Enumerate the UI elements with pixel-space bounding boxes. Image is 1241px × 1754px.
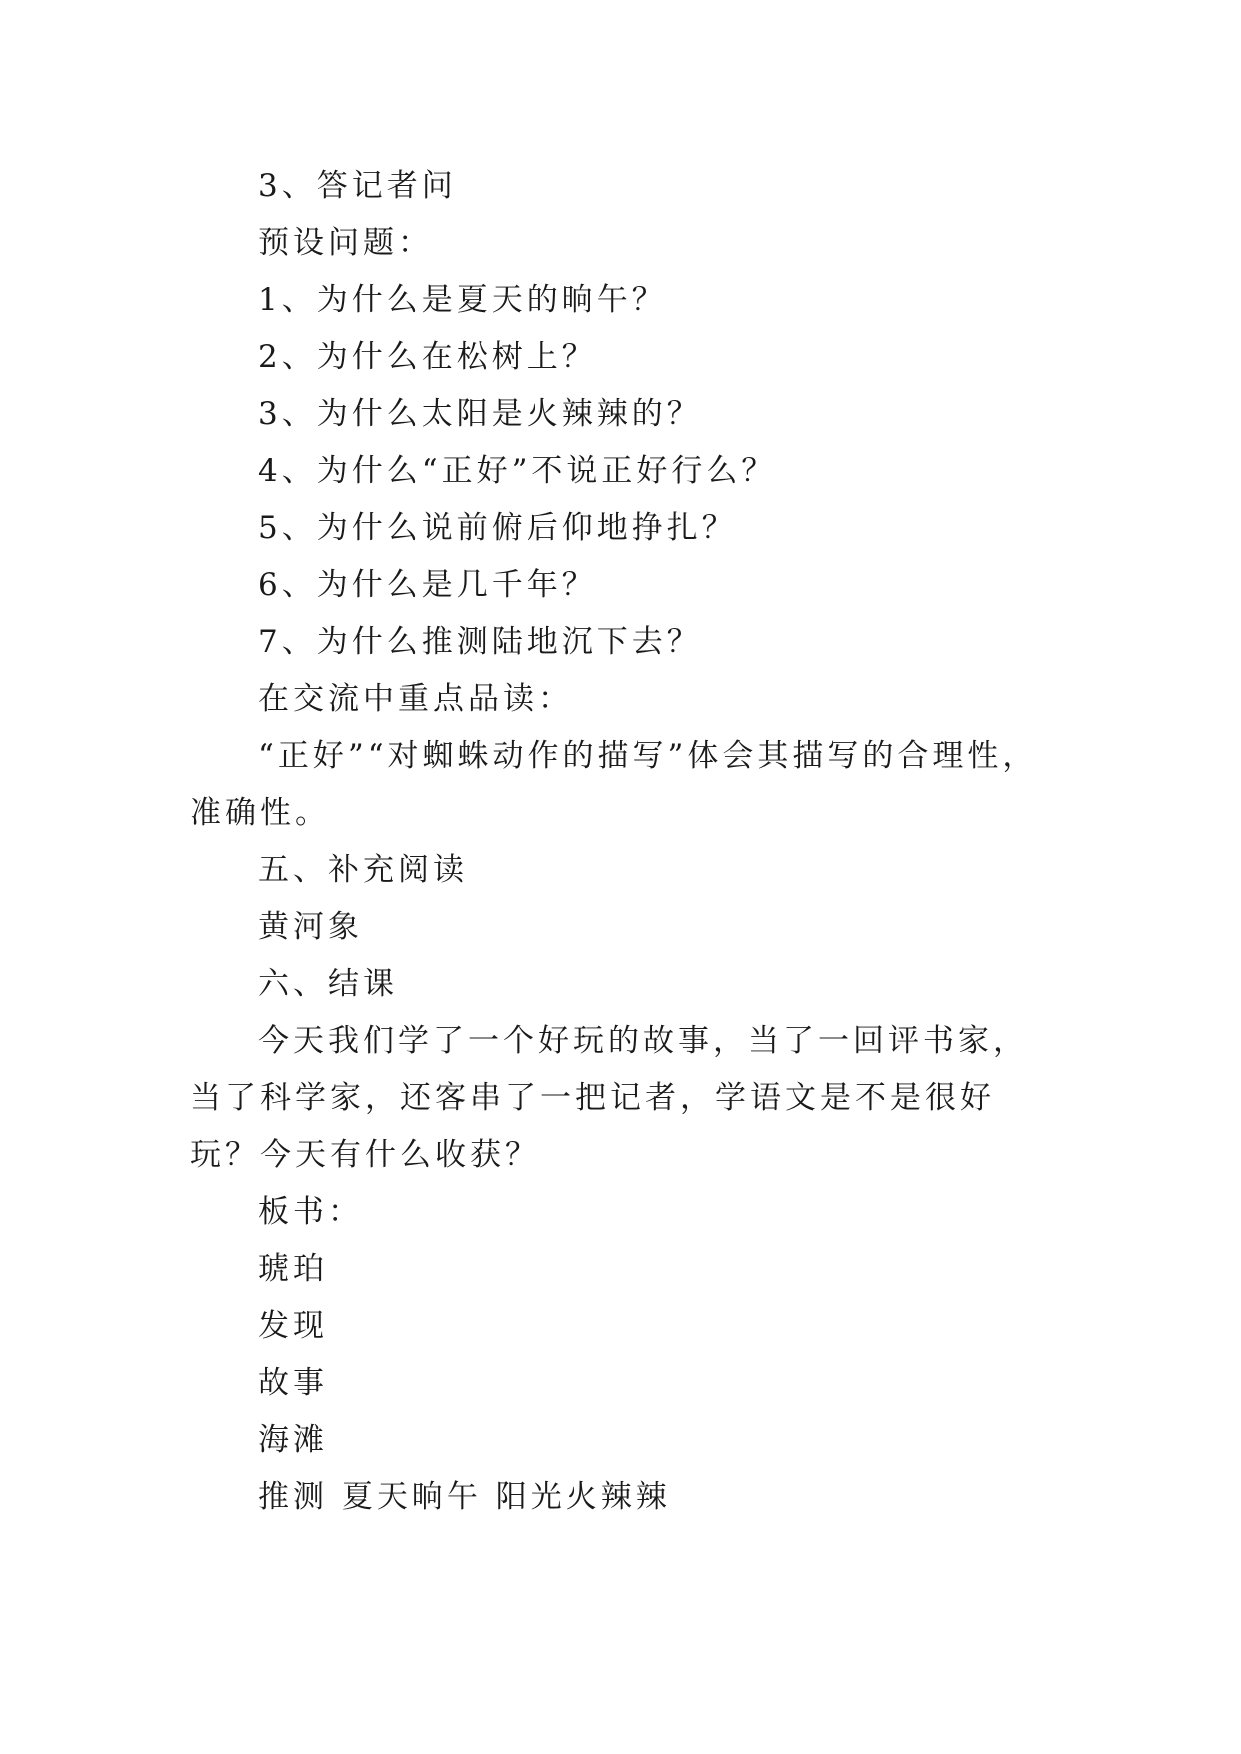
key-reading-label: 在交流中重点品读： [258,681,573,717]
question-5: 5、为什么说前俯后仰地挣扎？ [258,510,737,546]
preset-questions-label: 预设问题： [258,225,433,261]
board-item-amber: 琥珀 [258,1251,328,1287]
document-body [190,158,1050,1526]
board-label: 板书： [258,1194,363,1230]
section-heading-supplementary-reading: 五、补充阅读 [258,852,468,888]
board-item-inference: 推测 夏天晌午 阳光火辣辣 [258,1479,671,1515]
question-4: 4、为什么“正好”不说正好行么？ [258,453,777,489]
question-6: 6、为什么是几千年？ [258,567,597,603]
section-heading-conclusion: 六、结课 [258,966,398,1002]
board-item-story: 故事 [258,1365,328,1401]
question-3: 3、为什么太阳是火辣辣的？ [258,396,702,432]
question-2: 2、为什么在松树上？ [258,339,597,375]
key-reading-paragraph: “正好”“对蜘蛛动作的描写”体会其描写的合理性，准确性。 [190,738,1038,831]
board-item-discovery: 发现 [258,1308,328,1344]
question-1: 1、为什么是夏天的晌午？ [258,282,667,318]
question-7: 7、为什么推测陆地沉下去？ [258,624,702,660]
supplementary-reading-title: 黄河象 [258,909,363,945]
board-item-beach: 海滩 [258,1422,328,1458]
section-heading-answer-reporter: 3、答记者问 [258,168,457,204]
conclusion-paragraph: 今天我们学了一个好玩的故事，当了一回评书家，当了科学家，还客串了一把记者，学语文是不是很好玩？今天有什么收获？ [190,1023,1028,1173]
